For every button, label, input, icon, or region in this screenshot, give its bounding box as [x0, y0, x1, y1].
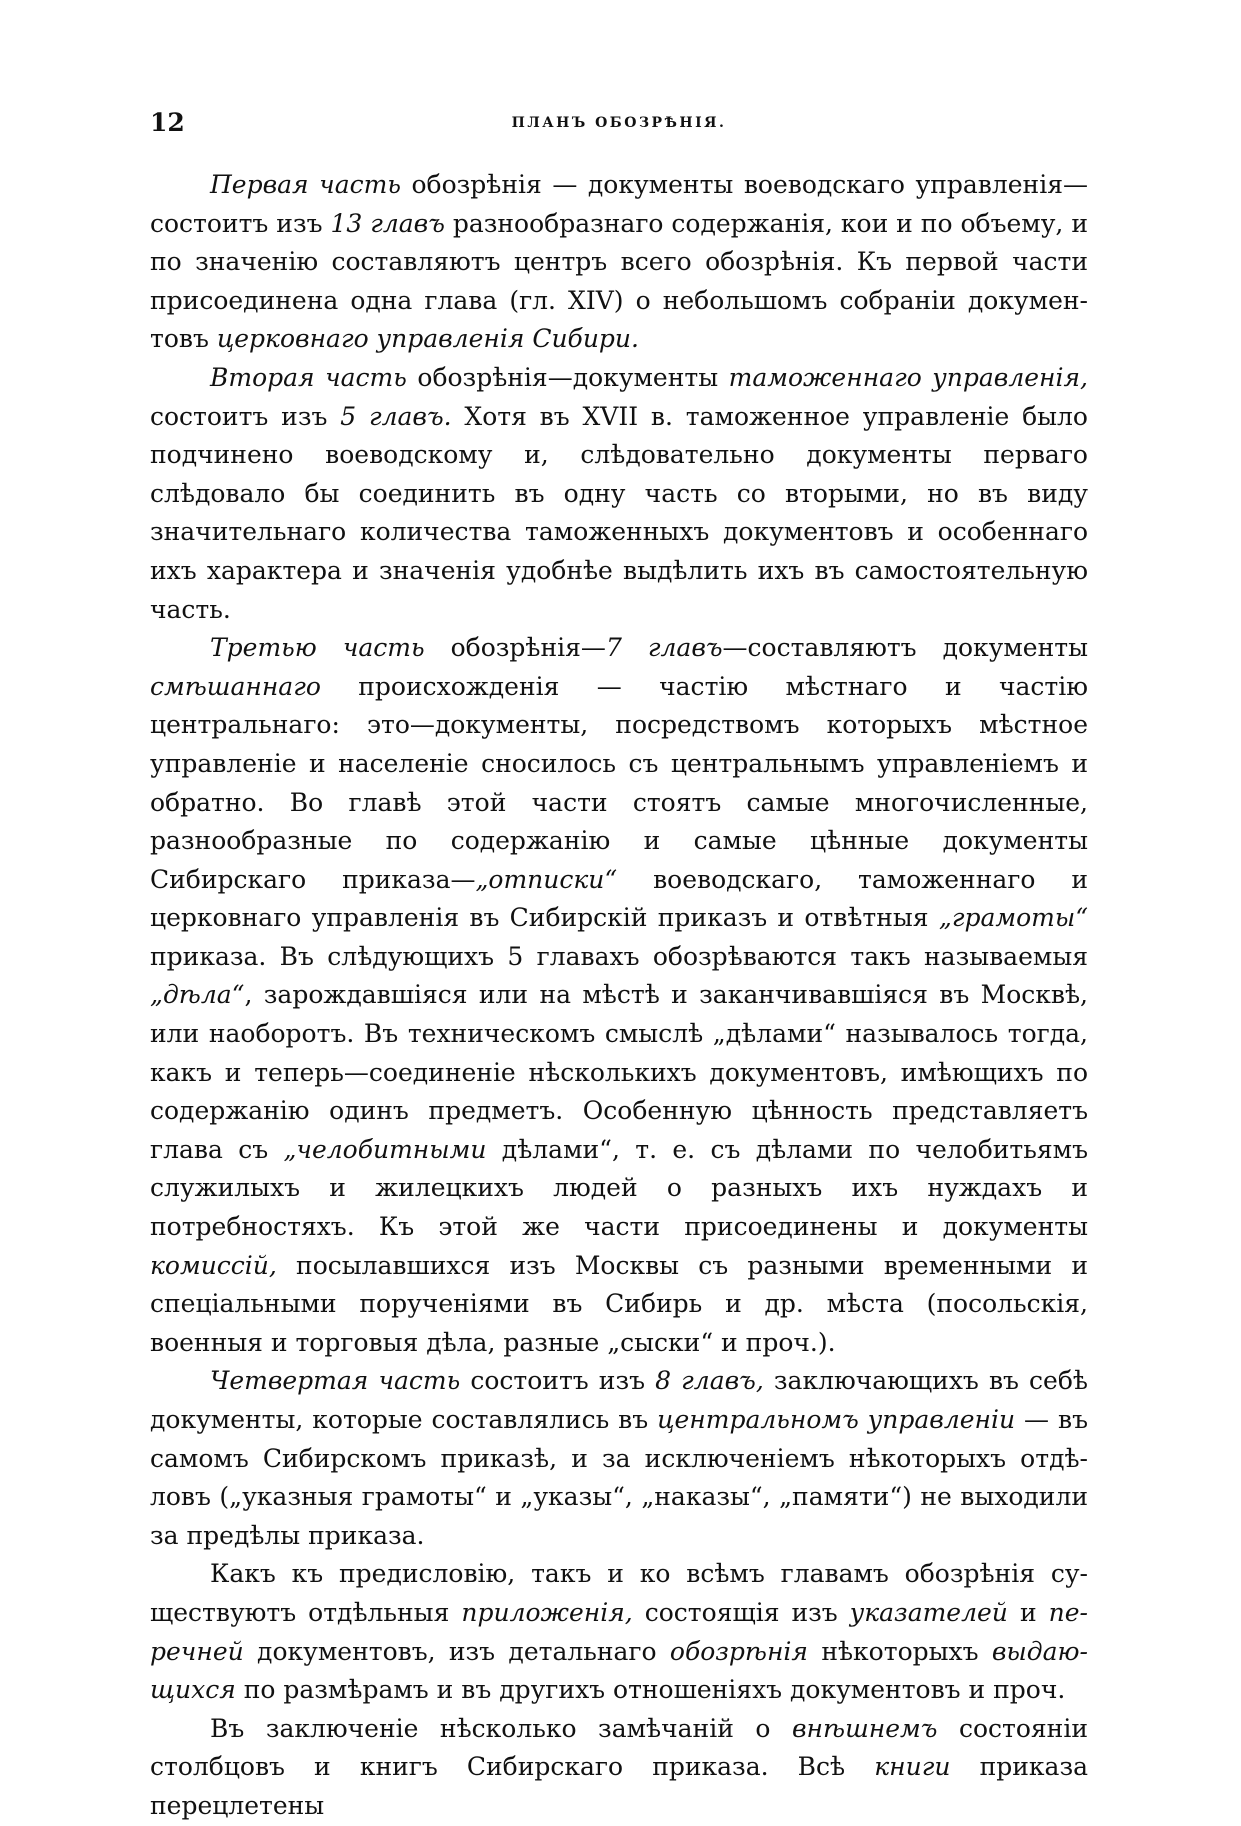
text-span: дѣлами“, т. е. съ дѣлами по челобитьямъ служилыхъ и жилецкихъ людей о разныхъ ихъ нуждахъ и потребностяхъ. Къ этой же части присоединены и документы: [150, 1134, 1088, 1242]
text-span: приказа. Въ слѣдующихъ 5 главахъ обозрѣваются такъ называемыя: [150, 941, 1088, 971]
text-span: „грамоты“: [938, 903, 1088, 933]
text-span: состоитъ изъ: [460, 1366, 656, 1396]
text-span: перечней: [150, 1597, 1088, 1666]
text-span: Какъ къ предисловію, такъ и ко всѣмъ главамъ обозрѣнія существуютъ отдѣльныя: [150, 1559, 1088, 1627]
page-header: [150, 108, 1088, 148]
text-span: „отписки“: [475, 864, 618, 894]
paragraph-appendices: [150, 1555, 1088, 1709]
text-span: Вторая часть: [210, 362, 407, 392]
paragraph-part-two: [150, 359, 1088, 629]
paragraph-part-three: [150, 629, 1088, 1362]
text-span: разнообразнаго содержанія, кои и по объему, и по значенію составляютъ центръ всего обозрѣнія. Къ первой части присоединена одна глава (гл. XIV) о небольшомъ собраніи документовъ: [150, 208, 1088, 354]
text-span: Въ заключеніе нѣсколько замѣчаній о: [210, 1713, 792, 1743]
text-span: нѣкоторыхъ: [807, 1636, 992, 1666]
text-span: заключающихъ въ себѣ документы, которые составлялись въ: [150, 1366, 1088, 1434]
text-span: комиссій,: [150, 1250, 277, 1280]
text-span: обозрѣнія—: [424, 633, 606, 663]
text-span: смѣшаннаго: [150, 671, 321, 701]
text-span: — въ самомъ Сибирскомъ приказѣ, и за исключеніемъ нѣкоторыхъ отдѣловъ („указныя грамоты“ и „указы“, „наказы“, „памяти“) не выходили за предѣлы приказа.: [150, 1405, 1088, 1550]
text-span: обозрѣнія: [669, 1636, 808, 1666]
text-span: „челобитными: [283, 1134, 487, 1164]
text-span: посылавшихся изъ Москвы съ разными временными и спеціальными порученіями въ Сибирь и др. мѣста (посольскія, военныя и торговыя дѣла, разные „сыски“ и проч.).: [150, 1250, 1088, 1357]
text-span: 8 главъ,: [655, 1366, 764, 1396]
text-span: , зарождавшіяся или на мѣстѣ и заканчивавшіяся въ Москвѣ, или наоборотъ. Въ техническомъ смыслѣ „дѣлами“ называлось тогда, какъ и теперь—соединеніе нѣсколькихъ документовъ, имѣющихъ по содержанію одинъ предметъ. Особенную цѣнность представляетъ глава съ: [150, 980, 1088, 1164]
text-span: центральномъ управленіи: [657, 1405, 1016, 1434]
running-title: ПЛАНЪ ОБОЗРѢНІЯ.: [511, 115, 727, 131]
text-span: 5 главъ.: [340, 401, 452, 431]
text-span: выдающихся: [150, 1636, 1088, 1705]
paragraph-conclusion: [150, 1710, 1088, 1826]
text-span: Четвертая часть: [210, 1366, 461, 1396]
text-span: таможеннаго управленія,: [728, 362, 1089, 392]
text-span: Хотя въ XVII в. таможенное управленіе было подчинено воеводскому и, слѣдовательно документы перваго слѣдовало бы соединить въ одну часть со вторыми, но въ виду значительнаго количества таможенныхъ документовъ и особеннаго ихъ характера и значенія удобнѣе выдѣлить ихъ въ самостоятельную часть.: [150, 401, 1088, 624]
text-span: обозрѣнія — документы воеводскаго управленія— состоитъ изъ: [150, 170, 1088, 238]
text-span: —составляютъ документы: [722, 633, 1088, 663]
text-span: состоитъ изъ: [150, 401, 341, 431]
text-span: указателей: [849, 1597, 1008, 1627]
body-text: [150, 166, 1088, 1826]
paragraph-part-one: [150, 166, 1088, 359]
text-span: 13 главъ: [330, 208, 445, 238]
text-span: состоящія изъ: [632, 1597, 850, 1627]
text-span: происхожденія — частію мѣстнаго и частію центральнаго: это—документы, посредствомъ которыхъ мѣстное управленіе и населеніе сносилось съ центральнымъ управленіемъ и обратно. Во главѣ этой части стоятъ самые многочисленные, разнообразные по содержанію и самые цѣнные документы Сибирскаго приказа—: [150, 671, 1088, 894]
text-span: внѣшнемъ: [792, 1713, 938, 1743]
text-span: и: [1007, 1597, 1049, 1627]
text-span: приказа перецлетены: [150, 1752, 1088, 1820]
text-span: по размѣрамъ и въ другихъ отношеніяхъ документовъ и проч.: [235, 1675, 1066, 1705]
text-span: „дѣла“: [150, 980, 245, 1010]
text-span: документовъ, изъ детальнаго: [243, 1636, 670, 1666]
text-span: Третью часть: [210, 633, 425, 663]
text-span: воеводскаго, таможеннаго и церковнаго управленія въ Сибирскій приказъ и отвѣтныя: [150, 864, 1088, 933]
text-span: 7 главъ: [605, 633, 723, 663]
text-span: церковнаго управленія Сибири.: [216, 324, 639, 354]
page-number: 12: [150, 108, 185, 137]
text-span: книги: [874, 1752, 951, 1782]
text-span: Первая часть: [210, 170, 401, 199]
text-span: состояніи столбцовъ и книгъ Сибирскаго приказа. Всѣ: [150, 1713, 1088, 1782]
text-span: обозрѣнія—документы: [406, 362, 729, 392]
paragraph-part-four: [150, 1362, 1088, 1555]
text-span: приложенія,: [461, 1597, 633, 1627]
